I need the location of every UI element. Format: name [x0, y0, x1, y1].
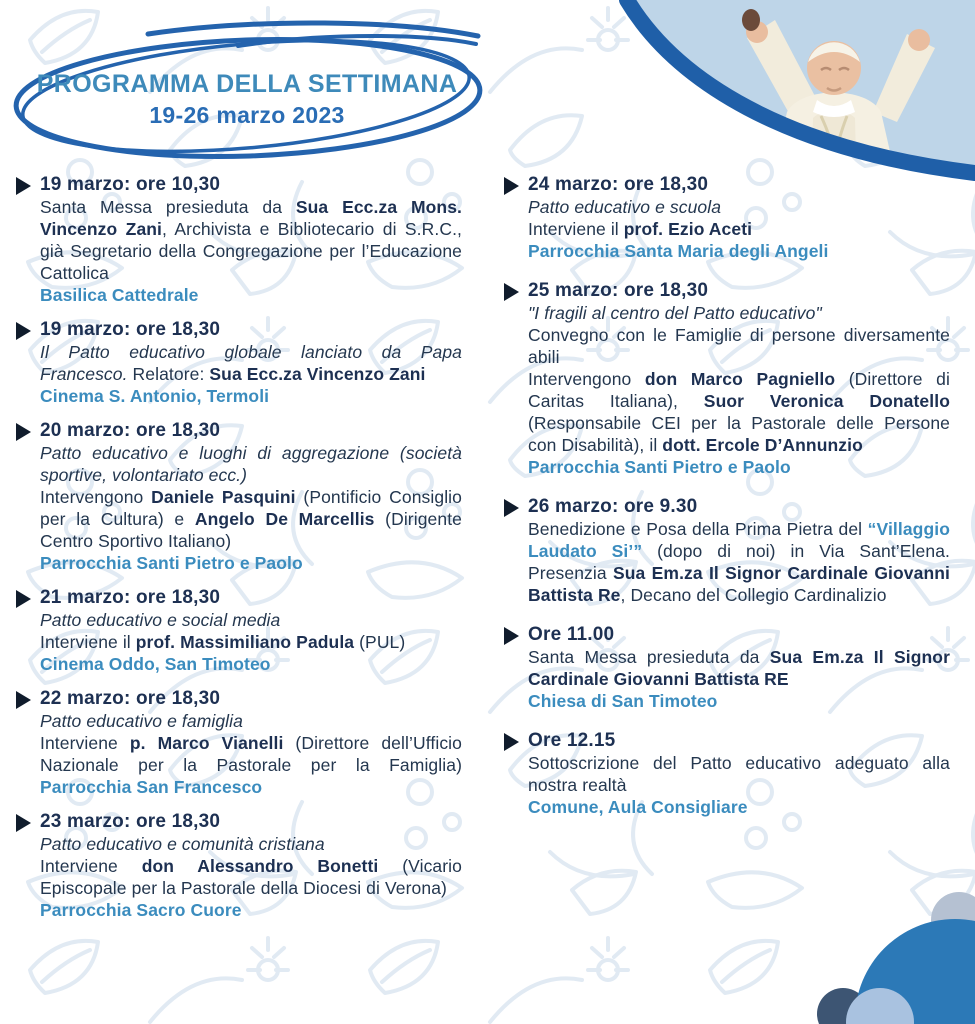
pope-john-paul-ii-waving-photo	[605, 0, 975, 200]
triangle-bullet-icon	[16, 177, 31, 195]
event-text-run: Il Patto educativo globale lanciato da Papa Francesco.	[40, 342, 462, 384]
event-body	[40, 196, 462, 306]
triangle-bullet-icon	[16, 691, 31, 709]
event-item	[16, 811, 462, 921]
event-text-run: , Decano del Collegio Cardinalizio	[620, 585, 887, 605]
event-header: Ore 12.15	[528, 730, 616, 751]
pope-photo-corner	[605, 0, 975, 200]
event-text-run: Interviene	[40, 856, 142, 876]
event-location: Chiesa di San Timoteo	[528, 691, 718, 711]
event-text-run: (dopo di noi) in Via Sant’Elena. Presenzia	[528, 541, 950, 583]
event-location: Cinema S. Antonio, Termoli	[40, 386, 270, 406]
event-location: “Villaggio Laudato Si’”	[528, 519, 950, 561]
event-header: 24 marzo: ore 18,30	[528, 174, 709, 195]
title-block	[8, 18, 486, 160]
event-body	[40, 442, 462, 574]
event-text-run: (Pontificio Consiglio per la Cultura) e	[40, 487, 463, 529]
event-location: Parrocchia Sacro Cuore	[40, 900, 242, 920]
triangle-bullet-icon	[16, 423, 31, 441]
event-text-run: don Marco Pagniello	[644, 369, 836, 389]
event-text-run: Sua Ecc.za Mons. Vincenzo Zani	[40, 197, 463, 239]
event-text-run: (Direttore di Caritas Italiana),	[528, 369, 950, 411]
triangle-bullet-icon	[504, 499, 519, 517]
event-text-run: don Alessandro Bonetti	[141, 856, 379, 876]
events-columns	[16, 174, 950, 934]
event-body	[528, 302, 950, 478]
triangle-bullet-icon	[16, 590, 31, 608]
event-item	[504, 624, 950, 712]
triangle-bullet-icon	[504, 177, 519, 195]
page-title: PROGRAMMA DELLA SETTIMANA	[36, 70, 458, 98]
event-body	[40, 341, 462, 407]
event-body	[40, 833, 462, 921]
events-column-right	[504, 174, 950, 934]
event-text-run: Interviene	[40, 733, 130, 753]
event-text-run: dott. Ercole D’Annunzio	[662, 435, 863, 455]
event-header: 19 marzo: ore 10,30	[40, 174, 221, 195]
event-text-run: Convegno con le Famiglie di persone diversamente abili	[528, 325, 950, 367]
event-body	[528, 752, 950, 818]
event-text-run: Angelo De Marcellis	[194, 509, 375, 529]
event-location: Parrocchia San Francesco	[40, 777, 263, 797]
event-text-run: Santa Messa presieduta da	[40, 197, 296, 217]
event-body	[528, 646, 950, 712]
event-item	[16, 688, 462, 798]
event-item	[16, 174, 462, 306]
event-text-run: Sua Em.za Il Signor Cardinale Giovanni Battista RE	[528, 647, 950, 689]
event-text-run: Intervengono	[40, 487, 152, 507]
event-item	[504, 174, 950, 262]
event-text-run: (Responsabile CEI per la Pastorale delle Persone con Disabilità), il	[528, 413, 950, 455]
event-text-run: Patto educativo e famiglia	[40, 711, 243, 731]
event-text-run: (Direttore dell’Ufficio Nazionale per la Pastorale per la Famiglia)	[40, 733, 462, 775]
event-body	[528, 196, 950, 262]
event-header: 20 marzo: ore 18,30	[40, 420, 221, 441]
triangle-bullet-icon	[504, 283, 519, 301]
event-header: 23 marzo: ore 18,30	[40, 811, 221, 832]
event-item	[504, 730, 950, 818]
event-text-run: (Vicario Episcopale per la Pastorale della Diocesi di Verona)	[40, 856, 462, 898]
event-text-run: Suor Veronica Donatello	[703, 391, 950, 411]
event-text-run: prof. Ezio Aceti	[623, 219, 753, 239]
event-location: Cinema Oddo, San Timoteo	[40, 654, 271, 674]
event-header: 22 marzo: ore 18,30	[40, 688, 221, 709]
event-item	[16, 420, 462, 574]
event-location: Parrocchia Santi Pietro e Paolo	[40, 553, 303, 573]
event-item	[16, 319, 462, 407]
event-text-run: (Dirigente Centro Sportivo Italiano)	[40, 509, 463, 551]
event-header: 19 marzo: ore 18,30	[40, 319, 221, 340]
triangle-bullet-icon	[504, 627, 519, 645]
event-item	[504, 496, 950, 606]
event-text-run: Benedizione e Posa della Prima Pietra del	[528, 519, 868, 539]
event-text-run: Daniele Pasquini	[151, 487, 296, 507]
events-column-left	[16, 174, 462, 934]
event-text-run: Intervengono	[528, 369, 645, 389]
event-item	[16, 587, 462, 675]
event-header: Ore 11.00	[528, 624, 615, 645]
triangle-bullet-icon	[16, 322, 31, 340]
event-header: 21 marzo: ore 18,30	[40, 587, 221, 608]
event-location: Parrocchia Santa Maria degli Angeli	[528, 241, 829, 261]
event-header: 25 marzo: ore 18,30	[528, 280, 709, 301]
event-text-run: Patto educativo e scuola	[528, 197, 722, 217]
event-text-run: , Archivista e Bibliotecario di S.R.C., già Segretario della Congregazione per l’Educazione Cattolica	[40, 219, 462, 283]
event-text-run: Patto educativo e luoghi di aggregazione (società sportive, volontariato ecc.)	[40, 443, 462, 485]
page-subtitle: 19-26 marzo 2023	[149, 102, 345, 128]
event-text-run: (PUL)	[354, 632, 406, 652]
event-text-run: Interviene il	[40, 632, 136, 652]
event-location: Basilica Cattedrale	[40, 285, 199, 305]
event-body	[40, 710, 462, 798]
event-text-run: p. Marco Vianelli	[129, 733, 284, 753]
event-item	[504, 280, 950, 478]
event-text-run: Sua Ecc.za Vincenzo Zani	[209, 364, 426, 384]
event-text-run: Patto educativo e comunità cristiana	[40, 834, 325, 854]
event-text-run: Patto educativo e social media	[40, 610, 281, 630]
event-location: Comune, Aula Consigliare	[528, 797, 748, 817]
event-text-run: "I fragili al centro del Patto educativo"	[528, 303, 822, 323]
triangle-bullet-icon	[16, 814, 31, 832]
event-location: Parrocchia Santi Pietro e Paolo	[528, 457, 791, 477]
event-body	[528, 518, 950, 606]
event-body	[40, 609, 462, 675]
event-header: 26 marzo: ore 9.30	[528, 496, 698, 517]
event-text-run: Sottoscrizione del Patto educativo adeguato alla nostra realtà	[528, 753, 950, 795]
event-text-run: Interviene il	[528, 219, 624, 239]
event-text-run: Relatore:	[127, 364, 210, 384]
event-text-run: prof. Massimiliano Padula	[135, 632, 355, 652]
triangle-bullet-icon	[504, 733, 519, 751]
event-text-run: Santa Messa presieduta da	[528, 647, 770, 667]
event-text-run: Sua Em.za Il Signor Cardinale Giovanni Battista Re	[528, 563, 950, 605]
